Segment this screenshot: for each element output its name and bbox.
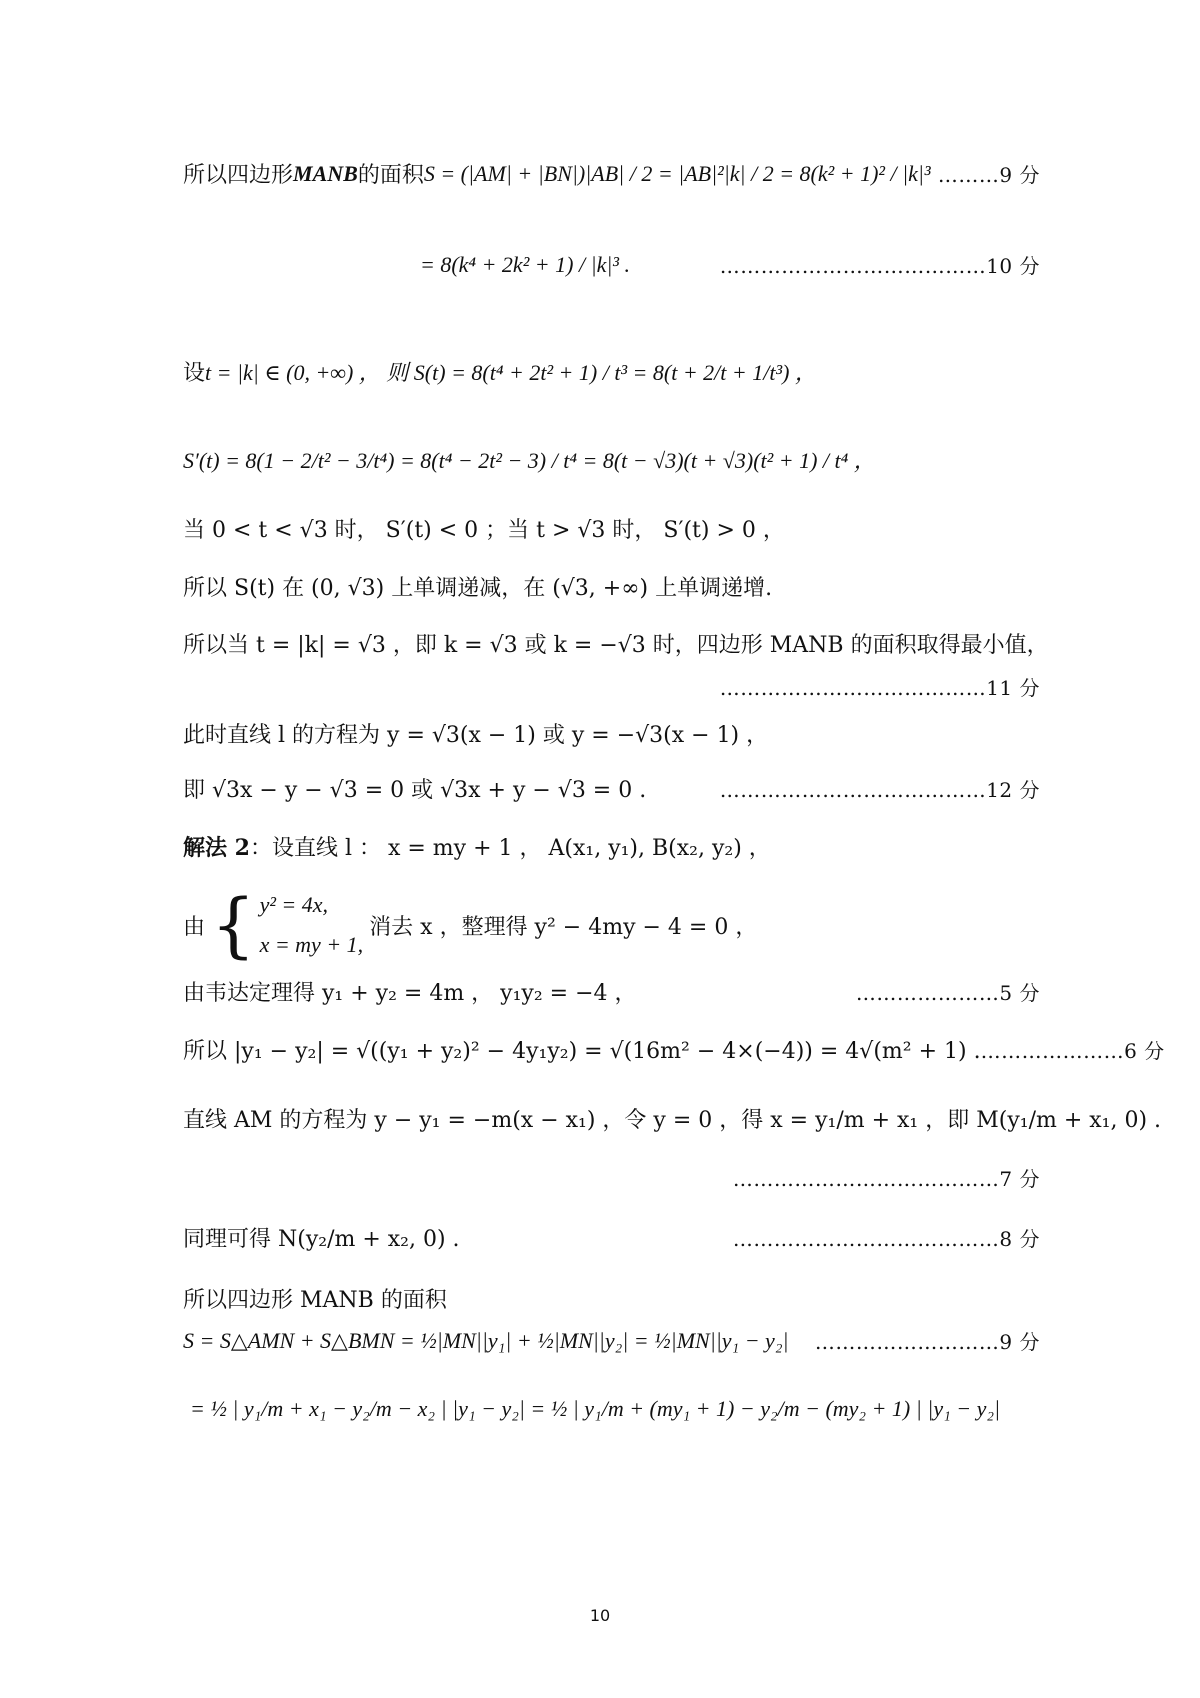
line-am-line: 直线 AM 的方程为 y − y₁ = −m(x − x₁) ，令 y = 0 ，得 x = y₁/m + x₁ ，即 M(y₁/m + x₁, 0) .: [183, 1108, 1162, 1133]
line-equation-final: 即 √3x − y − √3 = 0 或 √3x + y − √3 = 0 . …………………………………12 分: [183, 773, 1040, 804]
vieta-line: 由韦达定理得 y₁ + y₂ = 4m ， y₁y₂ = −4 ， …………………5 分: [183, 976, 1040, 1007]
line-equation-line: 此时直线 l 的方程为 y = √3(x − 1) 或 y = −√3(x − 1) ，: [183, 723, 769, 748]
score-12: …………………………………12 分: [719, 778, 1040, 802]
minimum-line: 所以当 t = |k| = √3 ，即 k = √3 或 k = −√3 时，四边形 MANB 的面积取得最小值，: [183, 633, 1049, 658]
area-formula-line: 所以四边形 MANB 的面积 S = (|AM| + |BN|)|AB| / 2 = |AB|²|k| / 2 = 8(k² + 1)² / |k|³ ………9 分: [183, 160, 1040, 188]
score-6: …………………6 分: [980, 1039, 1165, 1063]
equation-system: { y² = 4x, x = my + 1,: [211, 884, 364, 966]
score-11-line: [183, 672, 1040, 701]
left-brace: {: [211, 884, 256, 966]
method-2-label: 解法 2: [183, 835, 250, 861]
point-n-line: 同理可得 N(y₂/m + x₂, 0) . …………………………………8 分: [183, 1222, 1040, 1253]
difference-line: 所以 |y₁ − y₂| = √((y₁ + y₂)² − 4y₁y₂) = √(16m² − 4×(−4)) = 4√(m² + 1) . …………………6 分: [183, 1034, 1040, 1065]
sign-analysis-line: 当 0 < t < √3 时， S′(t) < 0 ；当 t > √3 时， S′(t) > 0 ，: [183, 518, 785, 543]
substitution-line: 设 t = |k| ∈ (0, +∞) ， 则 S(t) = 8(t⁴ + 2t² + 1) / t³ = 8(t + 2/t + 1/t³) ，: [183, 360, 817, 386]
area-expand-line: = ½ | y₁/m + x₁ − y₂/m − x₂ | |y₁ − y₂| = ½ | y₁/m + (my₁ + 1) − y₂/m − (my₂ + 1) | |y₁ − y₂|: [190, 1396, 1001, 1421]
score-5: …………………5 分: [855, 981, 1040, 1005]
score-11: …………………………………11 分: [719, 676, 1040, 700]
area-formula-cont: = 8(k⁴ + 2k² + 1) / |k|³ . …………………………………10 分: [420, 251, 1040, 278]
score-7-line: [183, 1163, 1040, 1192]
area-sum-line: S = S△AMN + S△BMN = ½|MN||y₁| + ½|MN||y₂| = ½|MN||y₁ − y₂| ………………………9 分: [183, 1327, 1040, 1354]
area-heading-line: 所以四边形 MANB 的面积: [183, 1288, 447, 1313]
score-9b: ………………………9 分: [814, 1330, 1040, 1354]
area-formula: S = (|AM| + |BN|)|AB| / 2 = |AB|²|k| / 2 = 8(k² + 1)² / |k|³: [423, 160, 931, 186]
score-8: …………………………………8 分: [732, 1227, 1040, 1251]
system-line: 由 { y² = 4x, x = my + 1, 消去 x ，整理得 y² − 4my − 4 = 0 ，: [183, 884, 758, 966]
method-2-line: 解法 2 ：设直线 l ： x = my + 1 ， A(x₁, y₁), B(x₂, y₂) ，: [183, 831, 1040, 862]
monotonic-line: 所以 S(t) 在 (0, √3) 上单调递减，在 (√3, +∞) 上单调递增.: [183, 576, 773, 601]
page-number: 10: [589, 1606, 611, 1625]
score-10: …………………………………10 分: [719, 254, 1040, 278]
score-9: ………9 分: [937, 163, 1040, 187]
derivative-line: S′(t) = 8(1 − 2/t² − 3/t⁴) = 8(t⁴ − 2t² − 3) / t⁴ = 8(t − √3)(t + √3)(t² + 1) / t⁴ ，: [183, 448, 876, 473]
score-7: …………………………………7 分: [732, 1167, 1040, 1191]
